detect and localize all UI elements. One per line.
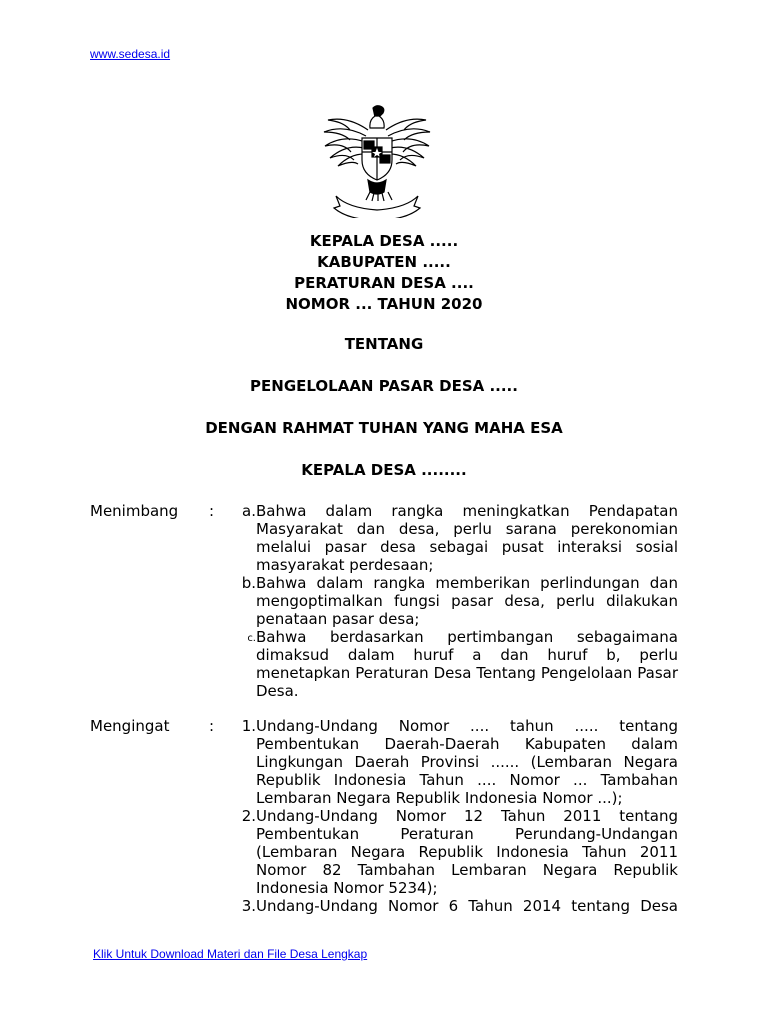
website-link[interactable]: www.sedesa.id <box>90 47 171 61</box>
tentang-heading: TENTANG <box>344 335 424 353</box>
document-title <box>0 231 768 315</box>
menimbang-section <box>90 502 678 700</box>
menimbang-item <box>235 502 678 574</box>
title-kabupaten: KABUPATEN ..... <box>317 253 451 271</box>
item-text: Bahwa dalam rangka meningkatkan Pendapatan Masyarakat dan desa, perlu sarana perekonomian melalui pasar desa sebagai pusat interaksi sosial masyarakat perdesaan; <box>256 502 678 574</box>
menimbang-label: Menimbang <box>90 502 179 520</box>
item-text: Undang-Undang Nomor 12 Tahun 2011 tentang Pembentukan Peraturan Perundang-Undangan (Lembaran Negara Republik Indonesia Tahun 2011 Nomor 82 Tambahan Lembaran Negara Republik Indonesia Nomor 5234); <box>256 807 678 897</box>
item-text: Undang-Undang Nomor .... tahun ..... tentang Pembentukan Daerah-Daerah Kabupaten dalam Lingkungan Daerah Provinsi ...... (Lembaran Negara Republik Indonesia Tahun .... Nomor ... Tambahan Lembaran Negara Republik Indonesia Nomor ...); <box>256 717 678 807</box>
item-number: b. <box>241 574 256 592</box>
subject-heading: PENGELOLAAN PASAR DESA ..... <box>250 377 518 395</box>
menimbang-colon: : <box>209 502 215 520</box>
mengingat-colon: : <box>209 717 215 735</box>
item-number: 3. <box>241 897 256 915</box>
item-text: Undang-Undang Nomor 6 Tahun 2014 tentang Desa <box>256 897 678 915</box>
item-number: a. <box>242 502 256 520</box>
mengingat-label: Mengingat <box>90 717 170 735</box>
mengingat-item <box>235 807 678 897</box>
item-number: 1. <box>241 717 256 735</box>
download-link[interactable]: Klik Untuk Download Materi dan File Desa Lengkap <box>93 947 368 961</box>
menimbang-item <box>235 628 678 700</box>
mengingat-item <box>235 897 678 915</box>
kepala-desa-heading: KEPALA DESA ........ <box>301 461 467 479</box>
mengingat-item <box>235 717 678 807</box>
title-kepala-desa: KEPALA DESA ..... <box>309 232 459 250</box>
rahmat-heading: DENGAN RAHMAT TUHAN YANG MAHA ESA <box>205 419 563 437</box>
garuda-pancasila-emblem <box>318 100 436 218</box>
mengingat-section <box>90 717 678 915</box>
title-peraturan-desa: PERATURAN DESA .... <box>294 274 474 292</box>
title-nomor-tahun: NOMOR ... TAHUN 2020 <box>285 295 483 313</box>
item-number: c. <box>247 633 256 644</box>
item-number: 2. <box>241 807 256 825</box>
item-text: Bahwa berdasarkan pertimbangan sebagaimana dimaksud dalam huruf a dan huruf b, perlu menetapkan Peraturan Desa Tentang Pengelolaan Pasar Desa. <box>256 628 678 700</box>
item-text: Bahwa dalam rangka memberikan perlindungan dan mengoptimalkan fungsi pasar desa, perlu dilakukan penataan pasar desa; <box>256 574 678 628</box>
menimbang-item <box>235 574 678 628</box>
